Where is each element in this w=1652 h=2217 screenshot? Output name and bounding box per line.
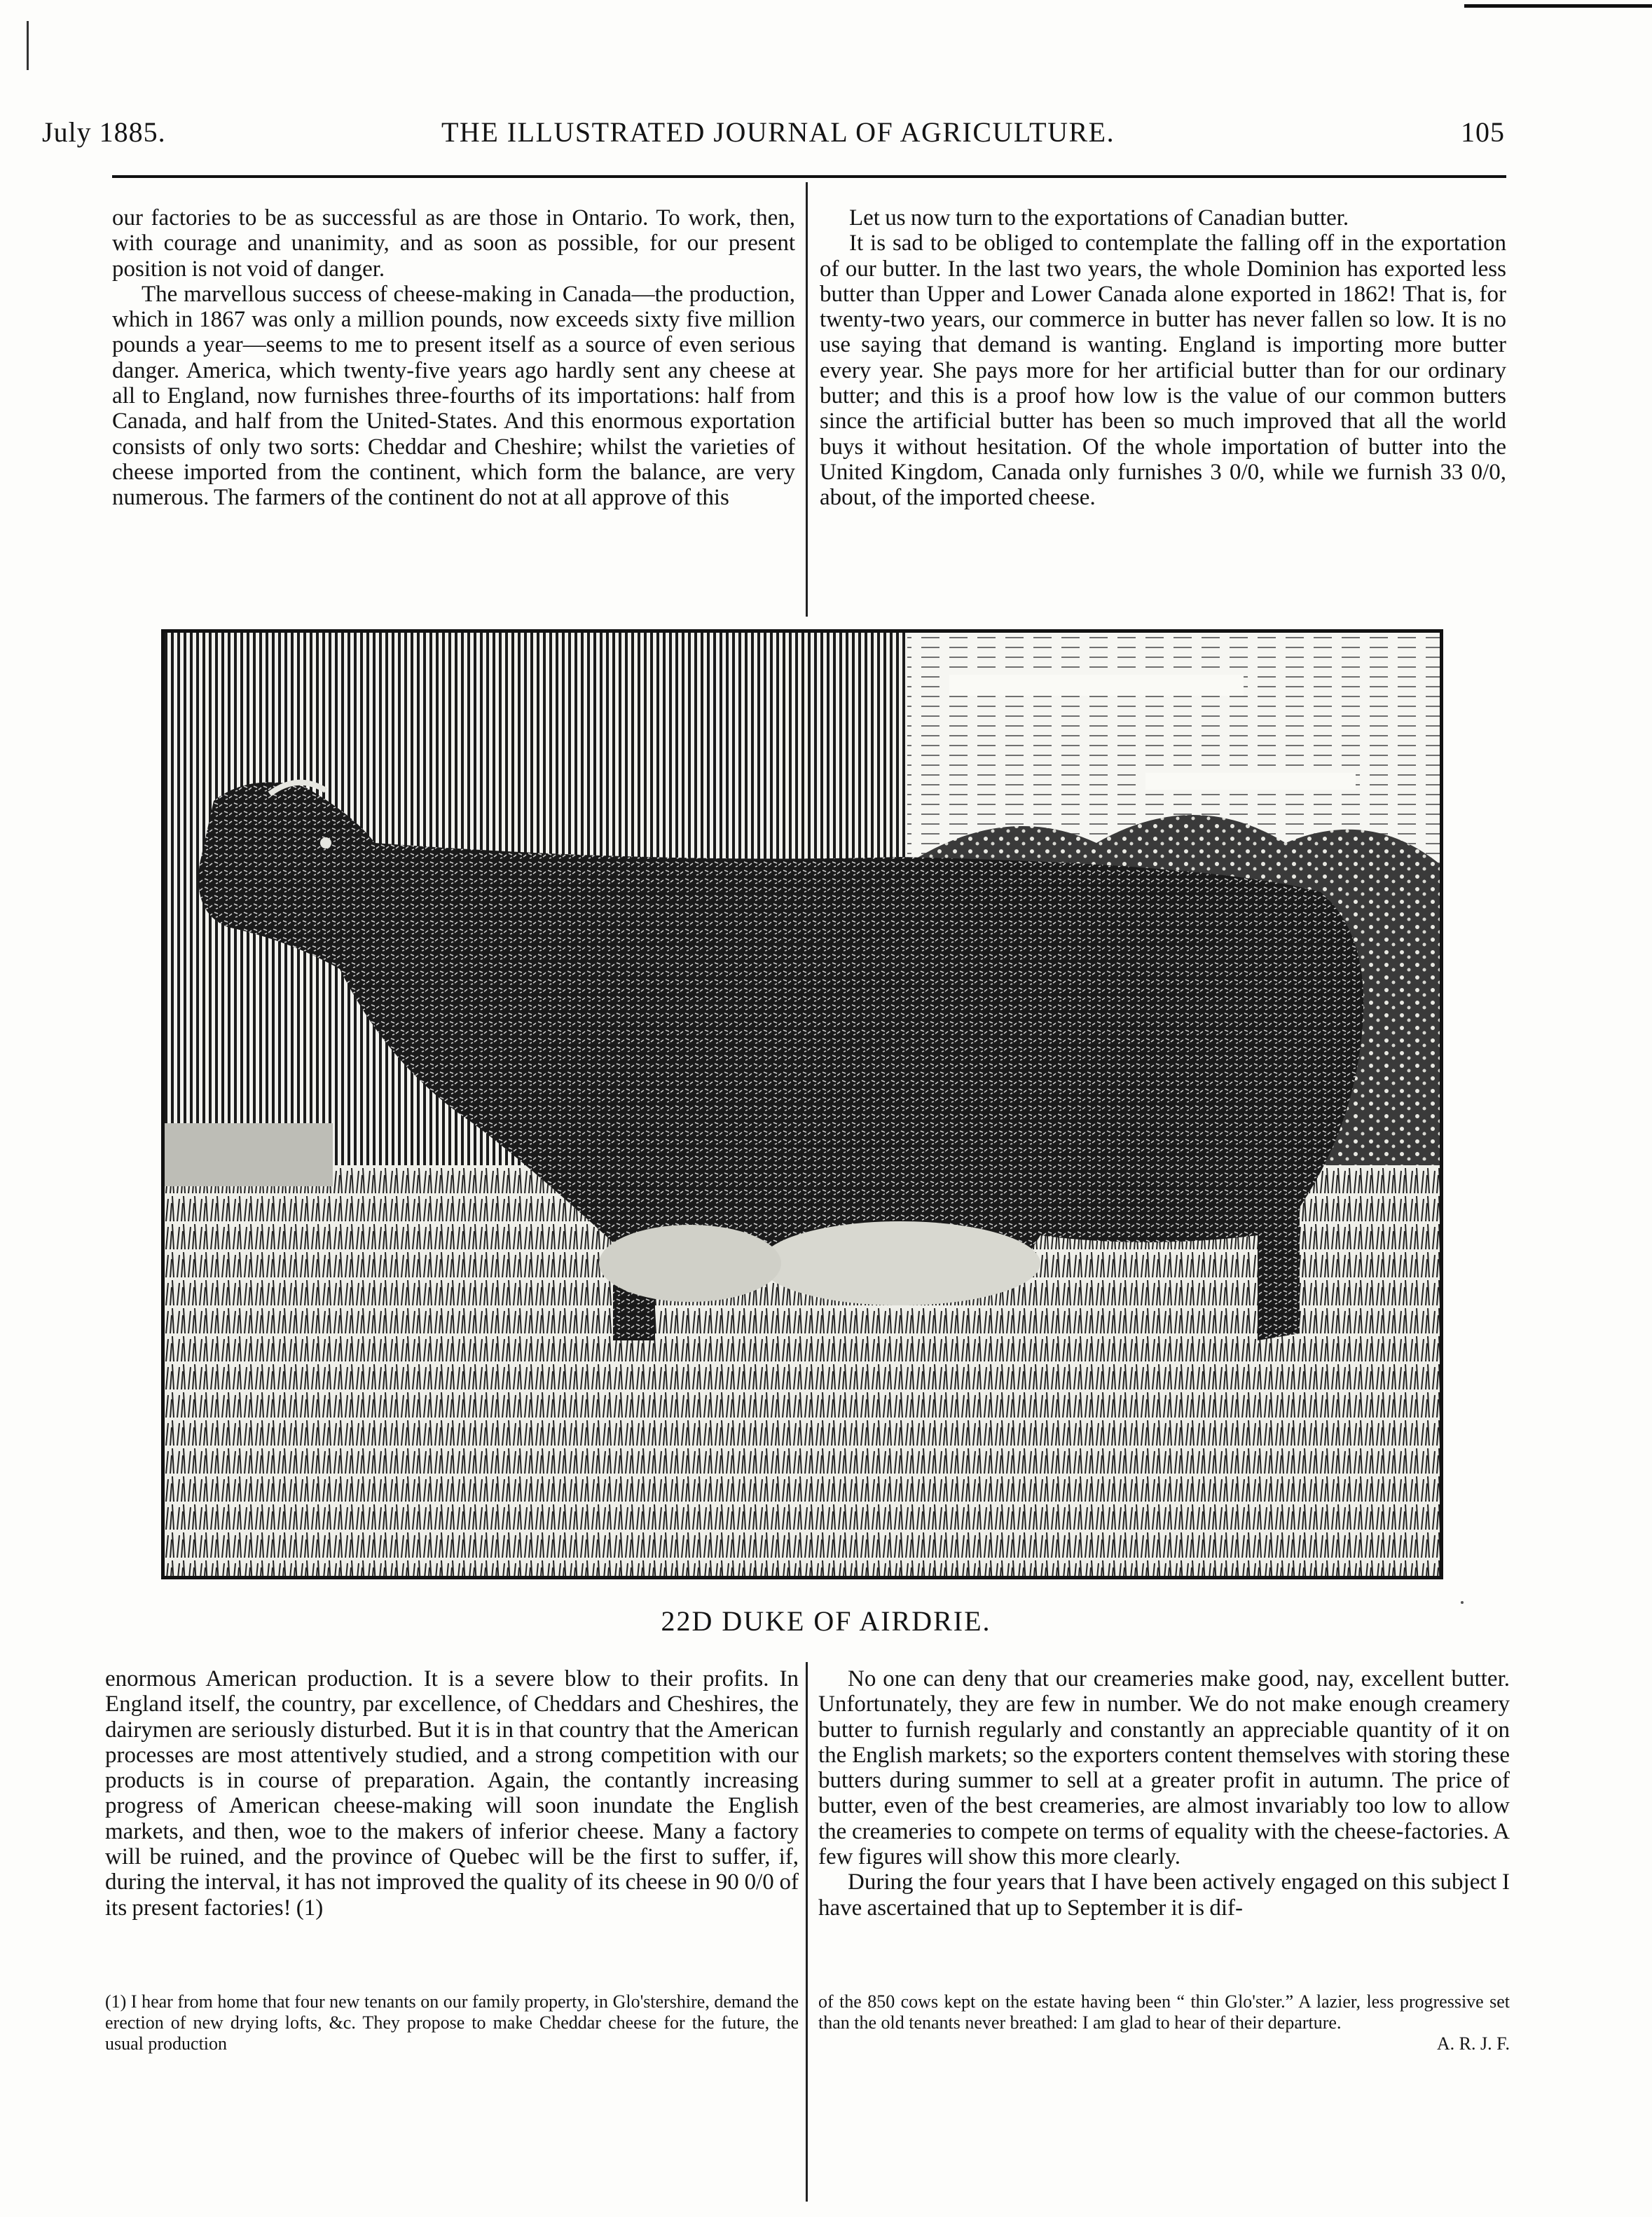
bull-engraving [161, 629, 1443, 1579]
column-divider [806, 182, 808, 617]
header-date: July 1885. [42, 116, 166, 148]
footnote-text: of the 850 cows kept on the estate having been “ thin Glo'ster.” A lazier, less progressive set than the old tenants never breathed: I am glad to hear of their departure. [818, 1991, 1510, 2033]
article-bottom-right-column [818, 1666, 1510, 1921]
paragraph: No one can deny that our creameries make good, nay, excellent butter. Unfortunately, they are few in number. We do not make enough creamery butter to furnish regularly and constantly an appreciable quantity of it on the English markets; so the exporters content themselves with storing these butters during summer to sell at a greater profit in autumn. The price of butter, even of the best creameries, are almost invariably too low to allow the creameries to compete on terms of equality with the cheese-factories. A few figures will show this more clearly. [818, 1666, 1510, 1870]
margin-mark [27, 21, 29, 70]
top-edge-rule [1464, 4, 1652, 8]
paragraph: our factories to be as successful as are those in Ontario. To work, then, with courage and unanimity, and as soon as possible, for our present position is not void of danger. [112, 205, 795, 282]
paragraph: Let us now turn to the exportations of Canadian butter. [849, 205, 1349, 231]
paragraph: The marvellous success of cheese-making in Canada—the production, which in 1867 was only a million pounds, now exceeds sixty five million pounds a year—seems to me to present itself as a source of even serious danger. America, which twenty-five years ago hardly sent any cheese at all to England, now furnishes three-fourths of its importations: half from Canada, and half from the United-States. And this enormous exportation consists of only two sorts: Cheddar and Cheshire; whilst the varieties of cheese imported from the continent, which form the balance, are very numerous. The farmers of the continent do not at all approve of this [112, 281, 795, 511]
column-divider [806, 1662, 808, 2202]
footnote-text: (1) I hear from home that four new tenants on our family property, in Glo'stershire, demand the erection of new drying lofts, &c. They propose to make Cheddar cheese for the future, the usual production [105, 1991, 799, 2054]
paragraph: It is sad to be obliged to contemplate the falling off in the exportation of our butter. In the last two years, the whole Dominion has exported less butter than Upper and Lower Canada alone exported in 1862! That is, for twenty-two years, our commerce in butter has never fallen so low. It is no use saying that demand is wanting. England is importing more butter every year. She pays more for her artificial butter than for our ordinary butter; and this is a proof how low is the value of our common butters since the artificial butter has been so much improved that all the world buys it without hesitation. Of the whole importation of butter into the United Kingdom, Canada only furnishes 3 0/0, while we furnish 33 0/0, about, of the imported cheese. [820, 231, 1506, 511]
paragraph: enormous American production. It is a severe blow to their profits. In England itself, the country, par excellence, of Cheddars and Cheshires, the dairymen are seriously disturbed. But it is in that country that the American processes are most attentively studied, and a strong competition with our products is in course of preparation. Again, the contantly increasing progress of American cheese-making will soon inundate the English markets, and then, woe to the makers of inferior cheese. Many a factory will be ruined, and the province of Quebec will be the first to suffer, if, during the interval, it has not improved the quality of its cheese in 90 0/0 of its present factories! (1) [105, 1666, 799, 1921]
paragraph: During the four years that I have been actively engaged on this subject I have ascertained that up to September it is dif- [818, 1869, 1510, 1921]
journal-title: THE ILLUSTRATED JOURNAL OF AGRICULTURE. [441, 116, 1115, 148]
article-top-left-column [112, 205, 795, 511]
footnote-right [818, 1991, 1510, 2054]
footnote-left [105, 1991, 799, 2054]
bull-illustration-icon [165, 633, 1440, 1576]
illustration-caption: 22D DUKE OF AIRDRIE. [661, 1605, 991, 1637]
article-top-right-column [820, 205, 1506, 511]
print-speck [1461, 1601, 1464, 1604]
footnote-signature: A. R. J. F. [1436, 2033, 1510, 2054]
article-bottom-left-column [105, 1666, 799, 1921]
header-rule [112, 175, 1506, 178]
page-number: 105 [1461, 116, 1505, 148]
